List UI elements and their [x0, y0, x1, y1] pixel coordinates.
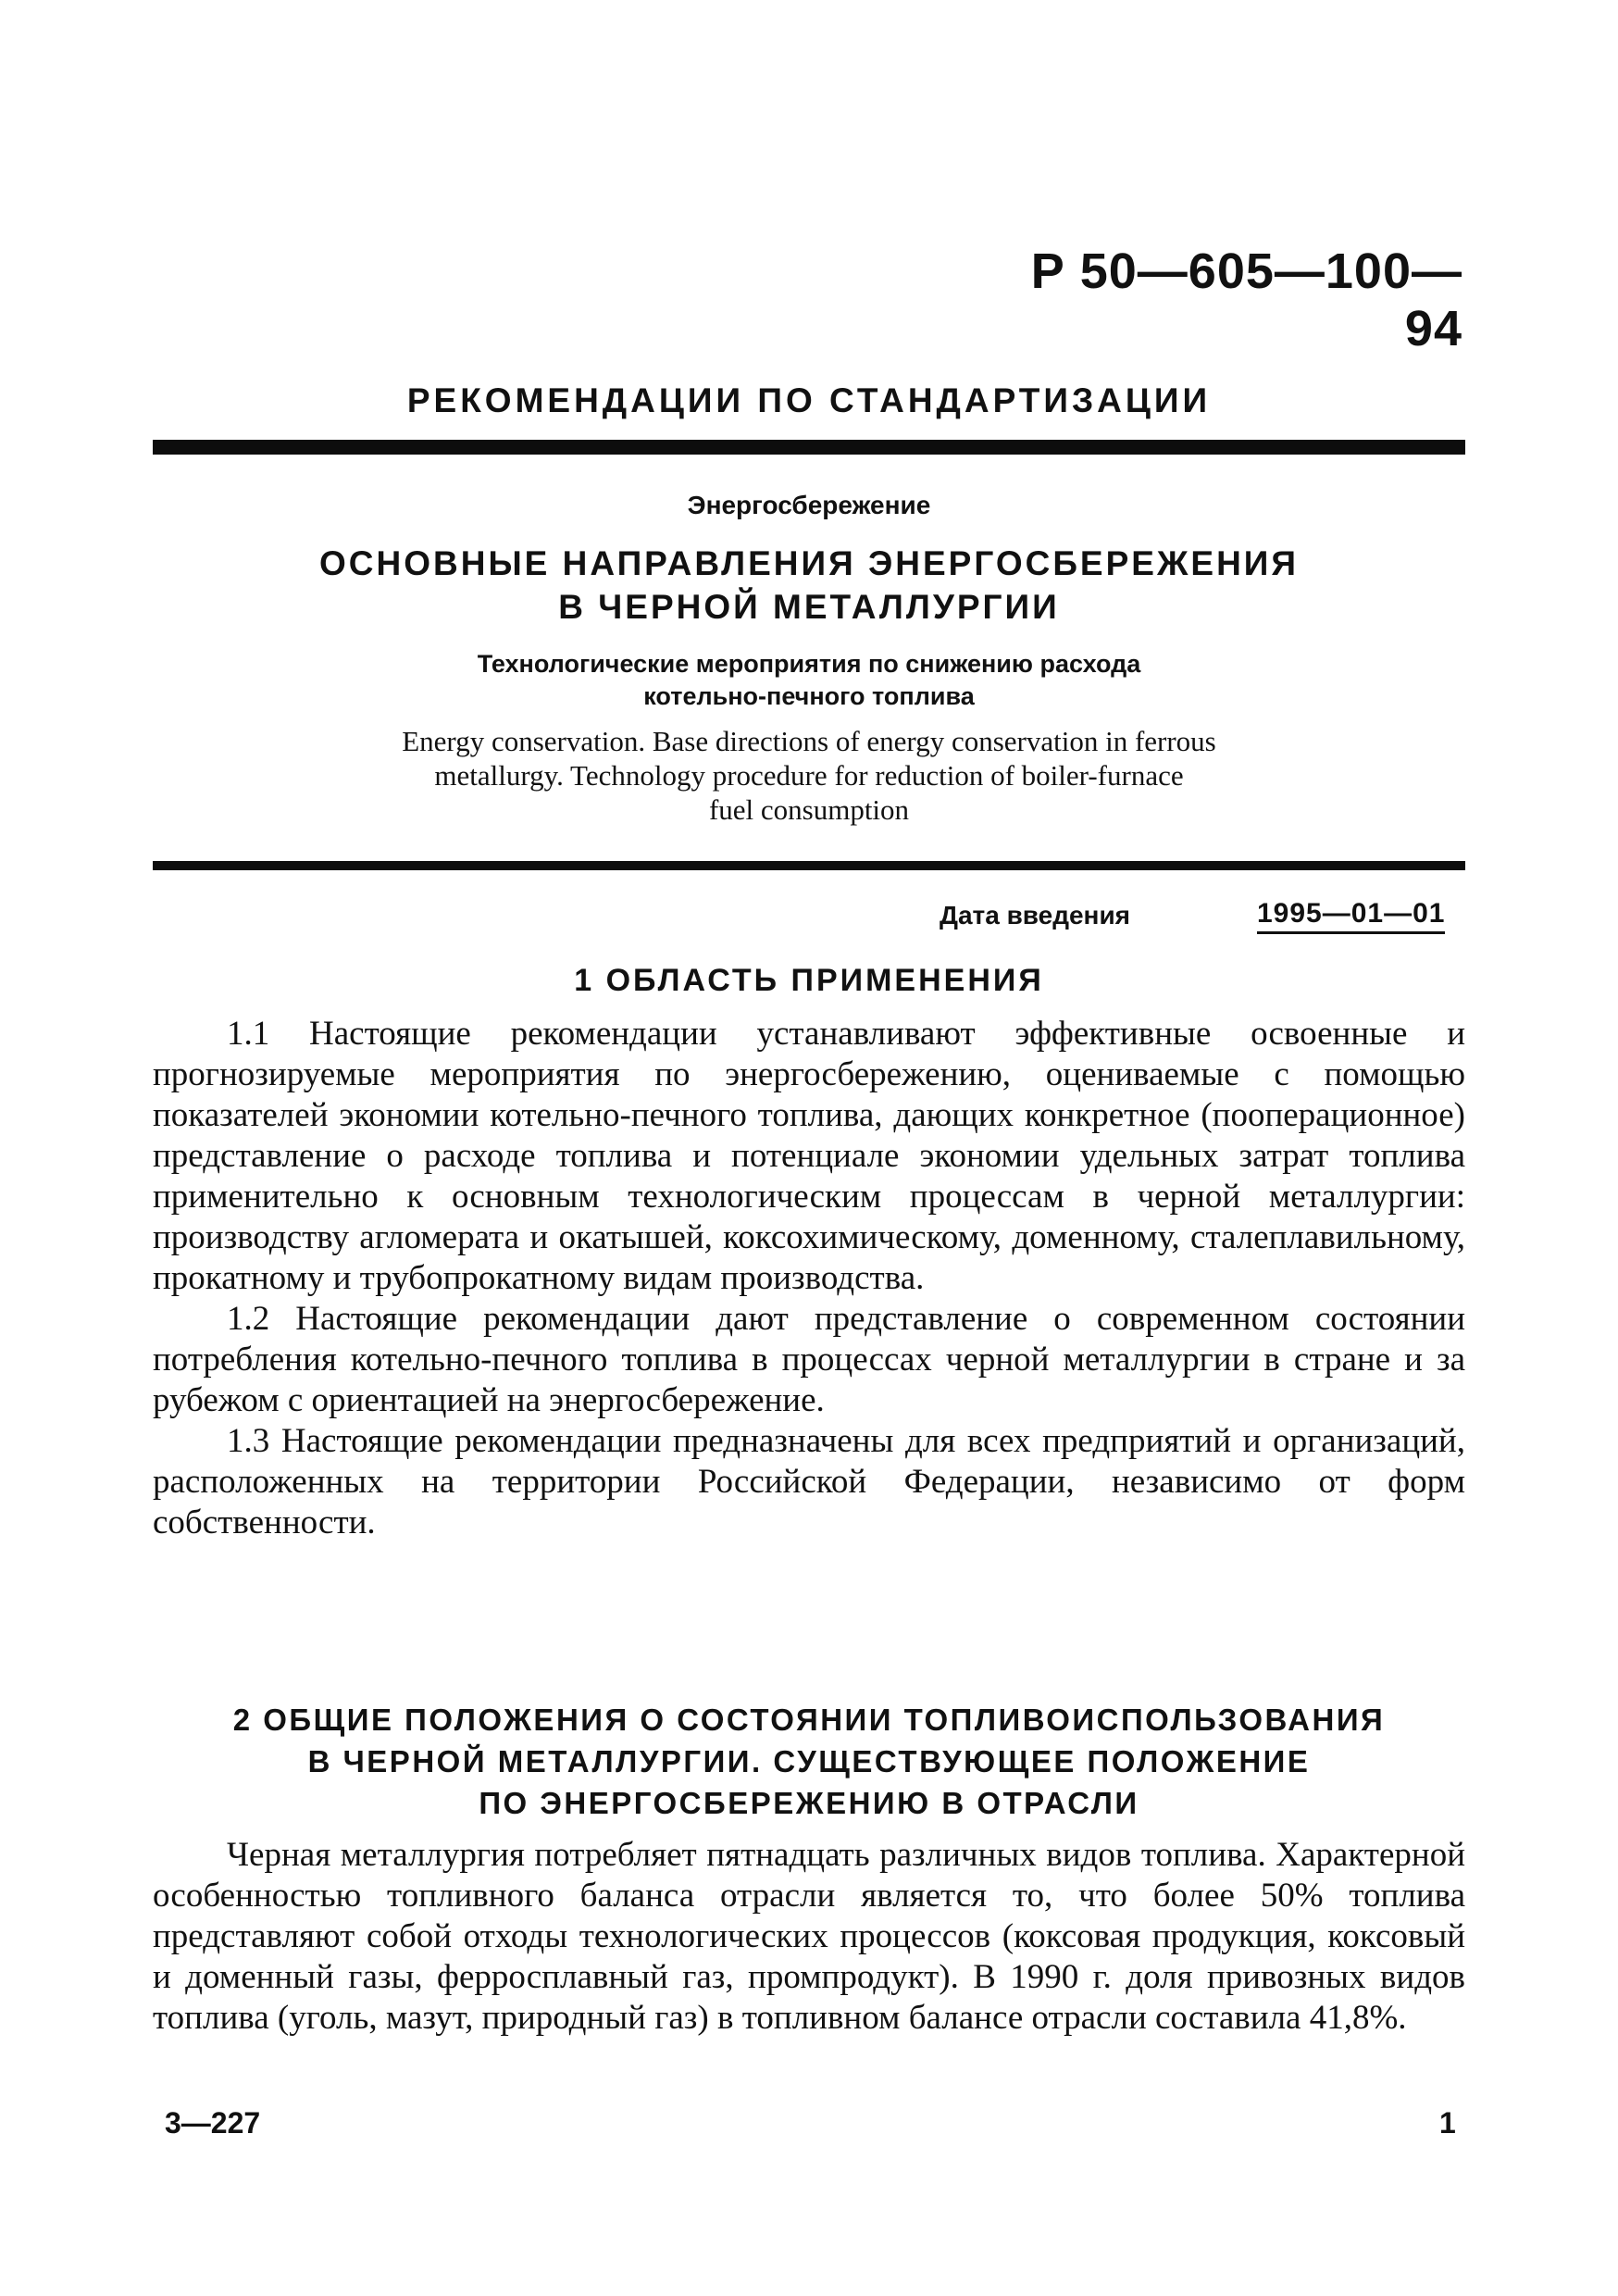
- section-2-heading-line-2: В ЧЕРНОЙ МЕТАЛЛУРГИИ. СУЩЕСТВУЮЩЕЕ ПОЛОЖЕНИЕ: [307, 1744, 1311, 1778]
- sub-title-line-1: Технологические мероприятия по снижению расхода: [477, 650, 1141, 678]
- series-title: РЕКОМЕНДАЦИИ ПО СТАНДАРТИЗАЦИИ: [406, 381, 1212, 419]
- title-block-bottom-rule: [153, 861, 1465, 870]
- english-title-line-3: fuel consumption: [708, 793, 910, 826]
- paragraph-2-1: Черная металлургия потребляет пятнадцать различных видов топлива. Характерной особенностью топливного баланса отрасли является то, что более 50% топлива представляют собой отходы технологических процессов (коксовая продукция, коксовый и доменный газы, ферросплавный газ, промпродукт). В 1990 г. доля привозных видов топлива (уголь, мазут, природный газ) в топливном балансе отрасли составила 41,8%.: [153, 1836, 1465, 2037]
- thick-rule-divider: [153, 440, 1465, 455]
- section-1-body: [153, 1014, 1465, 1543]
- section-2-heading: [139, 1699, 1479, 1824]
- english-title: [213, 724, 1405, 827]
- effective-date-value: 1995—01—01: [1257, 898, 1445, 934]
- paragraph-1-1: 1.1 Настоящие рекомендации устанавливают эффективные освоенные и прогнозируемые мероприятия по энергосбережению, оцениваемые с помощью показателей экономии котельно-печного топлива, дающих конкретное (пооперационное) представление о расходе топлива и потенциале экономии удельных затрат топлива применительно к основным технологическим процессам в черной металлургии: производству агломерата и окатышей, коксохимическому, доменному, сталеплавильному, прокатному и трубопрокатному видам производства.: [153, 1015, 1465, 1297]
- section-1-heading: 1 ОБЛАСТЬ ПРИМЕНЕНИЯ: [574, 963, 1044, 998]
- subject-heading: Энергосбережение: [687, 491, 931, 519]
- sub-title: [278, 648, 1340, 713]
- document-number: Р 50—605—100—94: [1030, 243, 1462, 356]
- effective-date-label: Дата введения: [940, 901, 1131, 930]
- section-2-heading-line-3: ПО ЭНЕРГОСБЕРЕЖЕНИЮ В ОТРАСЛИ: [479, 1786, 1139, 1820]
- english-title-line-1: Energy conservation. Base directions of energy conservation in ferrous: [402, 725, 1216, 757]
- english-title-line-2: metallurgy. Technology procedure for reduction of boiler-furnace: [434, 759, 1184, 792]
- sub-title-line-2: котельно-печного топлива: [643, 682, 975, 710]
- paragraph-1-3: 1.3 Настоящие рекомендации предназначены для всех предприятий и организаций, расположенных на территории Российской Федерации, независимо от форм собственности.: [153, 1422, 1465, 1541]
- main-title: [185, 542, 1433, 629]
- section-2-body: [153, 1835, 1465, 2039]
- main-title-line-2: В ЧЕРНОЙ МЕТАЛЛУРГИИ: [558, 588, 1060, 626]
- footer-code: 3—227: [165, 2106, 261, 2140]
- paragraph-1-2: 1.2 Настоящие рекомендации дают представление о современном состоянии потребления котельно-печного топлива в процессах черной металлургии в стране и за рубежом с ориентацией на энергосбережение.: [153, 1300, 1465, 1419]
- section-2-heading-line-1: 2 ОБЩИЕ ПОЛОЖЕНИЯ О СОСТОЯНИИ ТОПЛИВОИСПОЛЬЗОВАНИЯ: [232, 1703, 1386, 1737]
- main-title-line-1: ОСНОВНЫЕ НАПРАВЛЕНИЯ ЭНЕРГОСБЕРЕЖЕНИЯ: [319, 544, 1299, 582]
- page-number: 1: [1439, 2106, 1456, 2140]
